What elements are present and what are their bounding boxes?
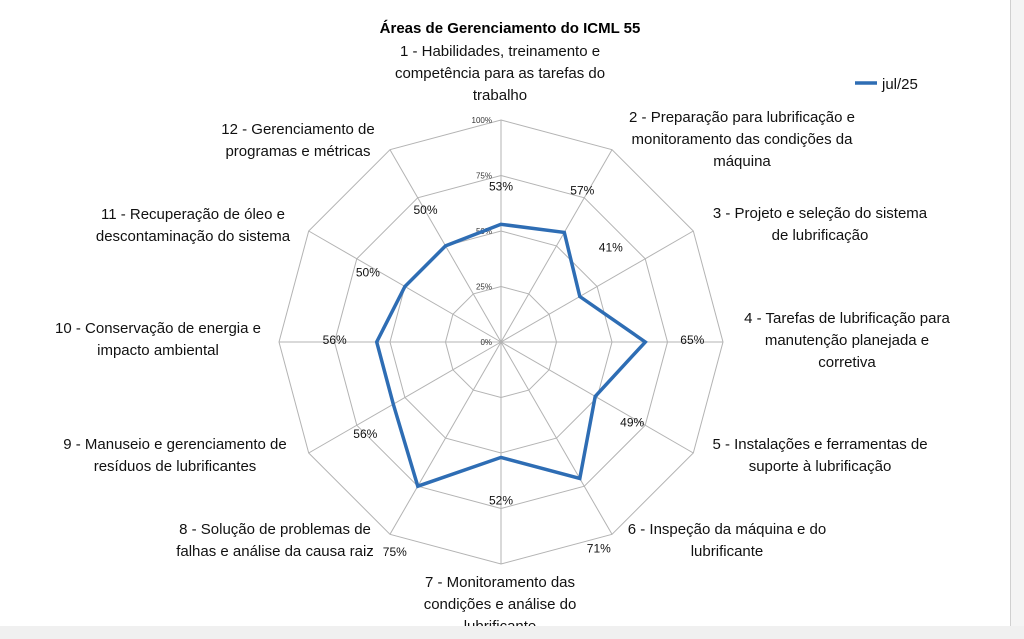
series-line (377, 224, 646, 486)
grid-spoke (501, 342, 693, 453)
chart-title: Áreas de Gerenciamento do ICML 55 (379, 20, 641, 37)
category-label-line: 5 - Instalações e ferramentas de (712, 436, 928, 453)
tick-label: 25% (475, 282, 492, 292)
category-label-line: resíduos de lubrificantes (93, 458, 257, 475)
category-label-line: 1 - Habilidades, treinamento e (399, 43, 601, 60)
category-label-line: 6 - Inspeção da máquina e do (627, 521, 827, 538)
data-label: 75% (382, 545, 407, 560)
category-label-line: máquina (713, 153, 771, 170)
legend-label: jul/25 (882, 76, 918, 93)
category-label-line: 8 - Solução de problemas de (179, 521, 371, 538)
category-label (628, 521, 826, 560)
category-label-line: 10 - Conservação de energia e (55, 320, 261, 337)
grid-spoke (501, 231, 693, 342)
category-label-line: condições e análise do (423, 596, 577, 613)
tick-label: 100% (471, 116, 492, 125)
category-label (712, 436, 927, 475)
data-label: 52% (488, 493, 514, 508)
data-label: 65% (680, 333, 705, 347)
category-label-line: competência para as tarefas do (394, 65, 606, 82)
bottom-strip (0, 626, 1024, 639)
category-label (55, 320, 261, 359)
category-label-line: de lubrificação (771, 227, 869, 244)
category-label (395, 43, 605, 104)
category-label (744, 310, 950, 371)
category-label-line: 3 - Projeto e seleção do sistema (712, 205, 928, 222)
category-label-line: 12 - Gerenciamento de (221, 121, 375, 138)
category-label (176, 521, 374, 560)
category-label-line: 9 - Manuseio e gerenciamento de (63, 436, 287, 453)
category-label-line: 7 - Monitoramento das (424, 574, 576, 591)
category-label-line: 11 - Recuperação de óleo e (100, 206, 286, 223)
grid-spoke (390, 342, 501, 534)
category-label-line: manutenção planejada e (764, 332, 930, 349)
data-label: 49% (620, 415, 645, 430)
category-label-line: monitoramento das condições da (631, 131, 853, 148)
data-label: 57% (570, 183, 595, 198)
legend (855, 76, 918, 93)
tick-label: 0% (480, 338, 492, 347)
category-label-line: 4 - Tarefas de lubrificação para (744, 310, 950, 327)
data-label: 56% (353, 427, 378, 442)
category-label (63, 436, 286, 475)
category-label-line: corretiva (818, 354, 876, 371)
grid-spoke (501, 342, 612, 534)
tick-label: 50% (475, 227, 492, 236)
data-label: 41% (598, 240, 623, 255)
data-label: 53% (488, 179, 514, 194)
category-label (629, 109, 855, 170)
data-label: 50% (355, 265, 380, 280)
category-label-line: trabalho (472, 87, 528, 104)
category-label-line: programas e métricas (225, 143, 371, 160)
category-label-line: lubrificante (690, 543, 764, 560)
category-label-line: falhas e análise da causa raiz (176, 543, 374, 560)
category-label-line: descontaminação do sistema (95, 228, 291, 245)
category-label-line: suporte à lubrificação (748, 458, 892, 475)
category-label (96, 206, 291, 245)
category-label (713, 205, 928, 244)
data-label: 71% (586, 541, 611, 556)
tick-label: 75% (475, 171, 492, 181)
data-label: 56% (322, 333, 347, 347)
grid-spoke (501, 150, 612, 342)
category-label-line: impacto ambiental (97, 342, 219, 359)
data-label: 50% (413, 202, 438, 217)
category-label-line: 2 - Preparação para lubrificação e (629, 109, 855, 126)
category-label (221, 121, 374, 160)
grid-spoke (309, 342, 501, 453)
